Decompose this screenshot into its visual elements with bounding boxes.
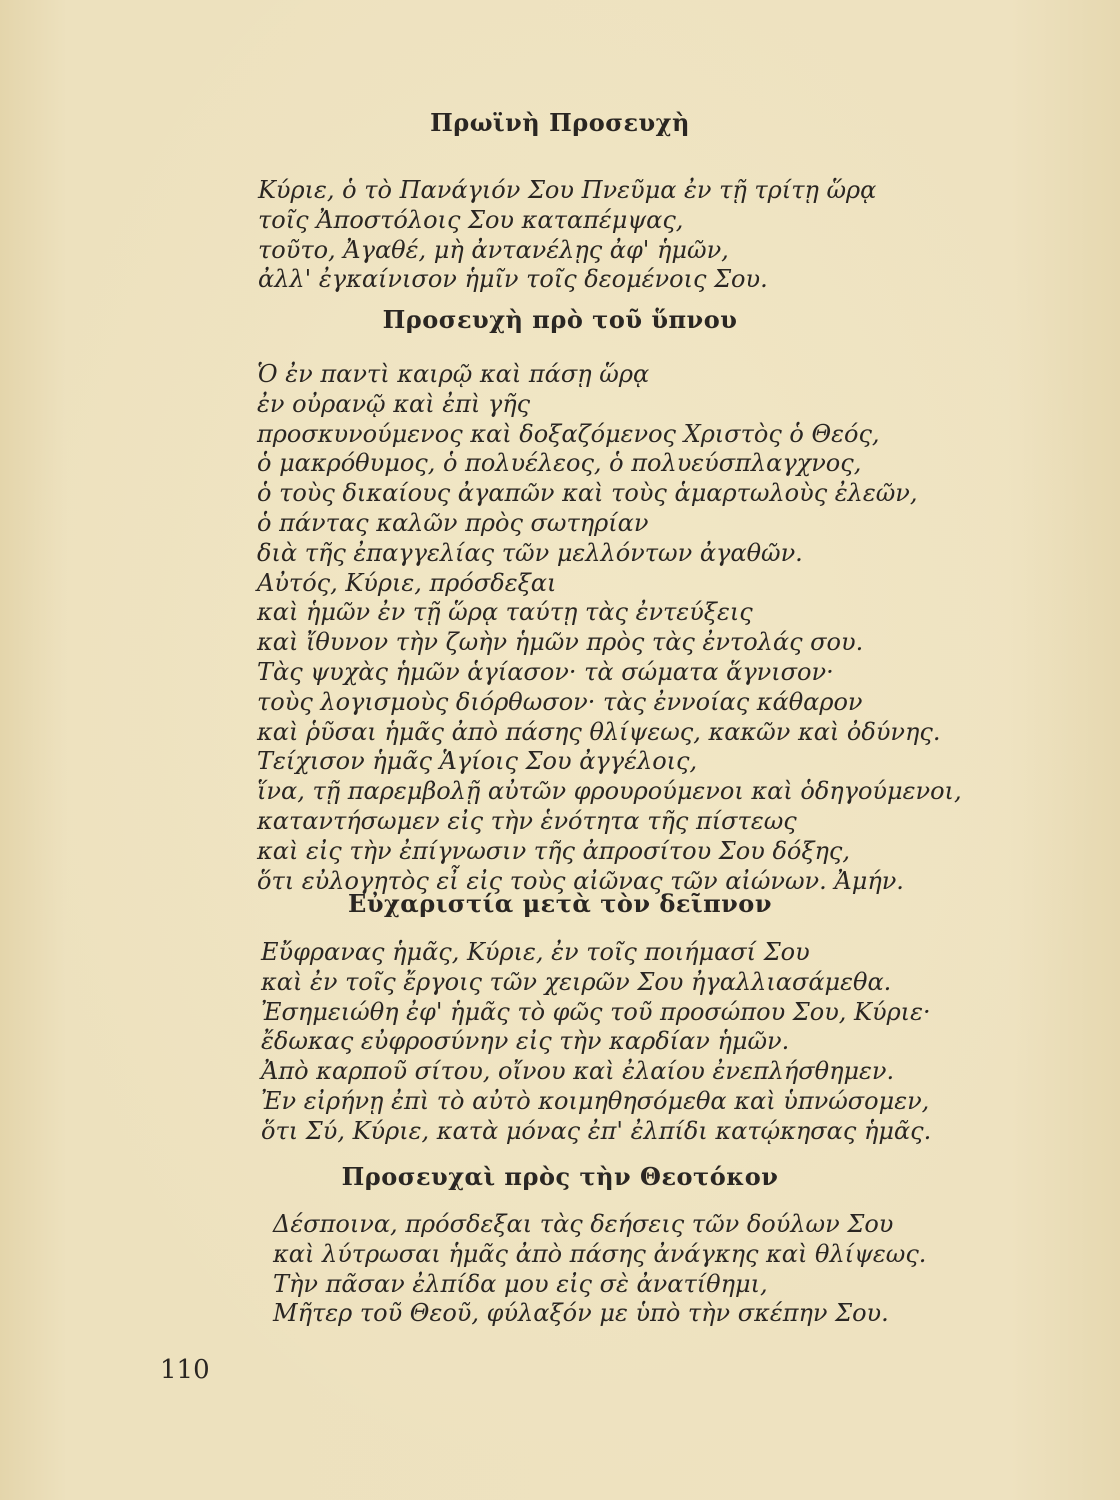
verse-line: καταντήσωμεν εἰς τὴν ἑνότητα τῆς πίστεως: [257, 806, 797, 835]
bedtime-prayer-title: Προσευχὴ πρὸ τοῦ ὕπνου: [382, 305, 738, 334]
morning-prayer-text: [258, 176, 876, 295]
verse-line: Τὰς ψυχὰς ἡμῶν ἁγίασον· τὰ σώματα ἅγνισον·: [257, 657, 834, 686]
thanksgiving-title: Εὐχαριστία μετὰ τὸν δεῖπνον: [348, 889, 772, 918]
verse-line: Δέσποινα, πρόσδεξαι τὰς δεήσεις τῶν δούλων Σου: [273, 1210, 894, 1238]
page-number: 110: [160, 1355, 210, 1385]
verse-line: Ἐν εἰρήνῃ ἐπὶ τὸ αὐτὸ κοιμηθησόμεθα καὶ ὑπνώσομεν,: [261, 1086, 930, 1115]
verse-line: ὁ μακρόθυμος, ὁ πολυέλεος, ὁ πολυεύσπλαγχνος,: [257, 449, 862, 478]
verse-line: τοῦτο, Ἀγαθέ, μὴ ἀντανέλῃς ἀφ' ἡμῶν,: [258, 235, 729, 264]
verse-line: προσκυνούμενος καὶ δοξαζόμενος Χριστὸς ὁ Θεός,: [257, 419, 880, 448]
verse-line: ὅτι εὐλογητὸς εἶ εἰς τοὺς αἰῶνας τῶν αἰώνων. Ἀμήν.: [257, 866, 904, 895]
verse-line: ἵνα, τῇ παρεμβολῇ αὐτῶν φρουρούμενοι καὶ ὁδηγούμενοι,: [257, 777, 962, 806]
thanksgiving-text: [261, 938, 931, 1147]
verse-line: ἀλλ' ἐγκαίνισον ἡμῖν τοῖς δεομένοις Σου.: [258, 265, 768, 294]
verse-line: Κύριε, ὁ τὸ Πανάγιόν Σου Πνεῦμα ἐν τῇ τρίτῃ ὥρᾳ: [258, 176, 877, 204]
verse-line: καὶ ῥῦσαι ἡμᾶς ἀπὸ πάσης θλίψεως, κακῶν καὶ ὀδύνης.: [257, 717, 941, 746]
verse-line: Εὔφρανας ἡμᾶς, Κύριε, ἐν τοῖς ποιήμασί Σου: [261, 938, 810, 966]
verse-line: Μῆτερ τοῦ Θεοῦ, φύλαξόν με ὑπὸ τὴν σκέπην Σου.: [273, 1299, 889, 1328]
verse-line: Ἀπὸ καρποῦ σίτου, οἴνου καὶ ἐλαίου ἐνεπλήσθημεν.: [261, 1057, 895, 1086]
verse-line: τοῖς Ἀποστόλοις Σου καταπέμψας,: [258, 205, 684, 234]
verse-line: Αὐτός, Κύριε, πρόσδεξαι: [257, 568, 557, 597]
verse-line: ἐν οὐρανῷ καὶ ἐπὶ γῆς: [257, 389, 531, 418]
verse-line: Τὴν πᾶσαν ἐλπίδα μου εἰς σὲ ἀνατίθημι,: [273, 1269, 768, 1298]
verse-line: ὅτι Σύ, Κύριε, κατὰ μόνας ἐπ' ἐλπίδι κατῴκησας ἡμᾶς.: [261, 1116, 932, 1145]
verse-line: Ἐσημειώθη ἐφ' ἡμᾶς τὸ φῶς τοῦ προσώπου Σου, Κύριε·: [261, 997, 931, 1026]
verse-line: Ὁ ἐν παντὶ καιρῷ καὶ πάσῃ ὥρᾳ: [257, 360, 650, 388]
theotokos-prayers-title: Προσευχαὶ πρὸς τὴν Θεοτόκον: [341, 1162, 779, 1191]
verse-line: Τείχισον ἡμᾶς Ἁγίοις Σου ἀγγέλοις,: [257, 747, 698, 776]
verse-line: ἔδωκας εὐφροσύνην εἰς τὴν καρδίαν ἡμῶν.: [261, 1027, 790, 1056]
verse-line: ὁ τοὺς δικαίους ἀγαπῶν καὶ τοὺς ἁμαρτωλοὺς ἐλεῶν,: [257, 479, 918, 508]
morning-prayer-title: Πρωϊνὴ Προσευχὴ: [430, 108, 690, 137]
verse-line: διὰ τῆς ἐπαγγελίας τῶν μελλόντων ἀγαθῶν.: [257, 538, 803, 567]
verse-line: καὶ εἰς τὴν ἐπίγνωσιν τῆς ἀπροσίτου Σου δόξης,: [257, 836, 851, 865]
verse-line: τοὺς λογισμοὺς διόρθωσον· τὰς ἐννοίας κάθαρον: [257, 687, 863, 716]
bedtime-prayer-text: [257, 360, 962, 896]
verse-line: καὶ ἴθυνον τὴν ζωὴν ἡμῶν πρὸς τὰς ἐντολάς σου.: [257, 628, 864, 657]
verse-line: ὁ πάντας καλῶν πρὸς σωτηρίαν: [257, 508, 649, 537]
verse-line: καὶ ἐν τοῖς ἔργοις τῶν χειρῶν Σου ἠγαλλιασάμεθα.: [261, 967, 892, 996]
verse-line: καὶ ἡμῶν ἐν τῇ ὥρᾳ ταύτῃ τὰς ἐντεύξεις: [257, 598, 753, 627]
theotokos-prayers-text: [273, 1210, 926, 1329]
verse-line: καὶ λύτρωσαι ἡμᾶς ἀπὸ πάσης ἀνάγκης καὶ θλίψεως.: [273, 1239, 927, 1268]
